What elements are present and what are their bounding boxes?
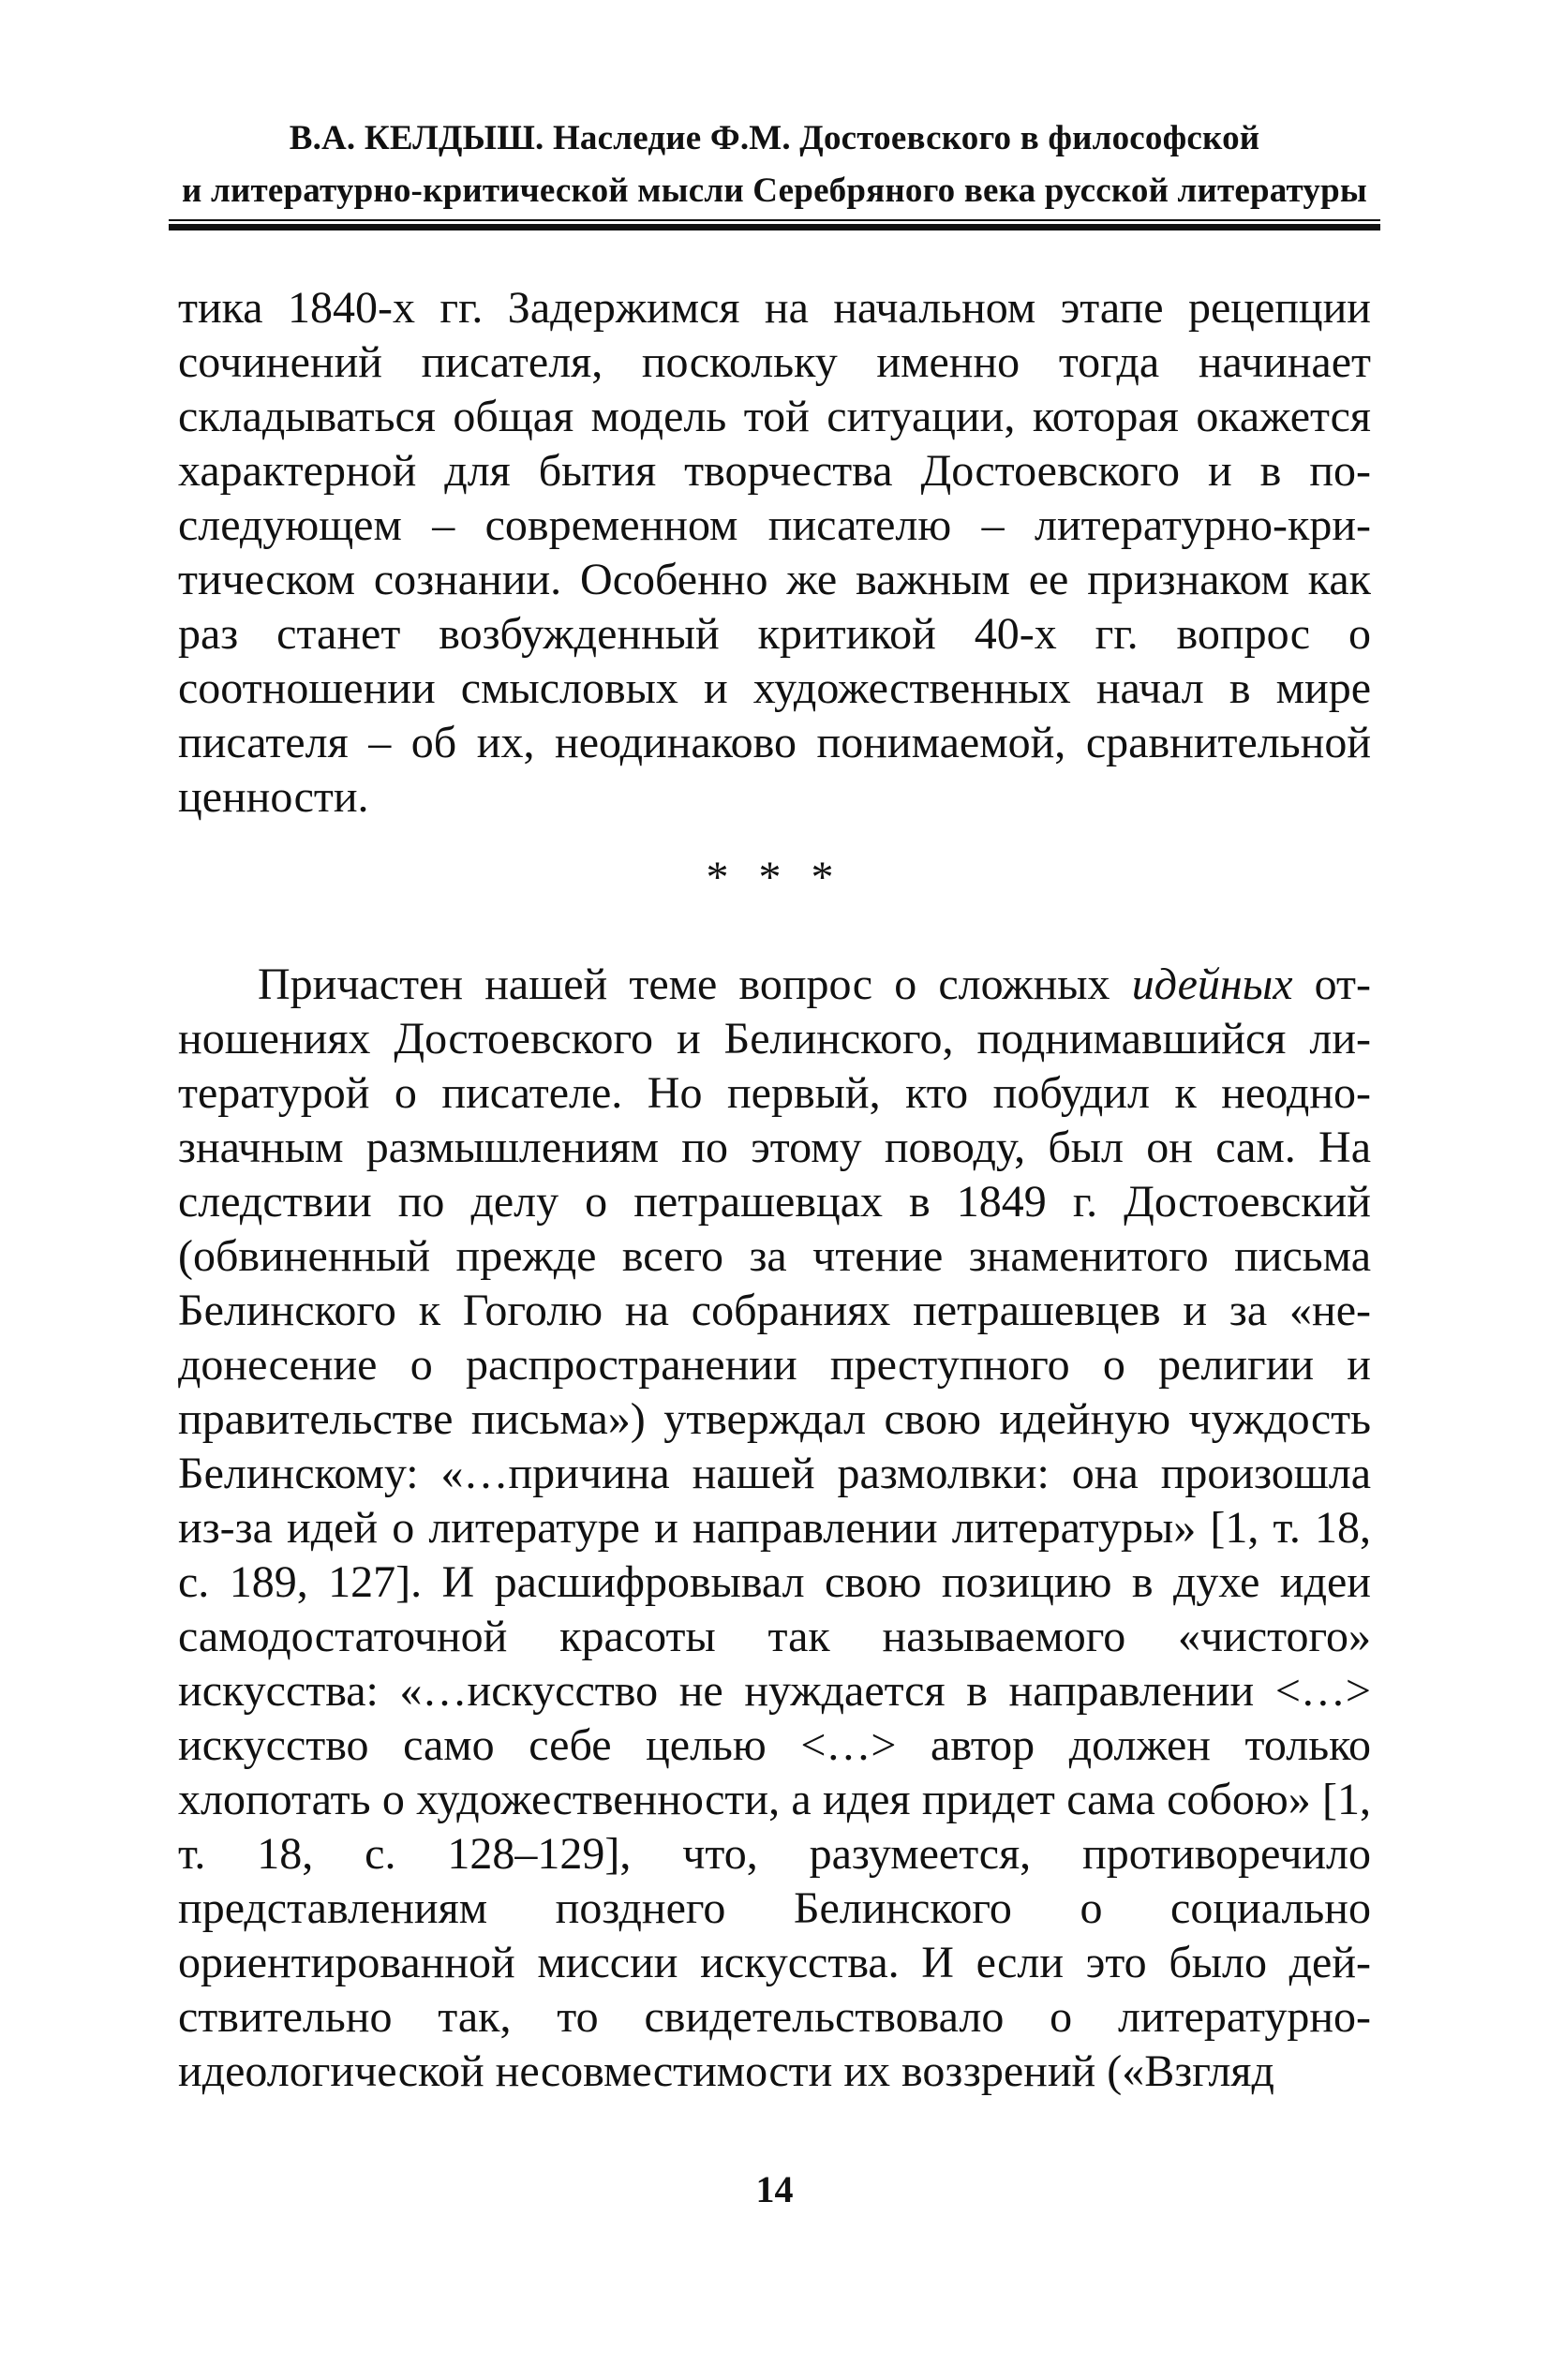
section-separator: * * * <box>706 853 843 902</box>
header-line-2: и литературно-критической мысли Серебряного века русской литературы <box>182 171 1367 210</box>
paragraph-1 <box>178 281 1371 825</box>
header-rule <box>169 219 1380 231</box>
header-line-1: В.А. КЕЛДЫШ. Наследие Ф.М. Достоевского в философской <box>289 119 1260 157</box>
paragraph-2-rest: отношениях Достоевского и Белинского, поднимавшийся литературой о писателе. Но первый, кто побудил к неоднозначным размышлениям по этому поводу, был он сам. На следствии по делу о петрашевцах в 1849 г. Достоевский (обвиненный прежде всего за чтение знаменитого письма Белинского к Гоголю на собраниях петрашевцев и за «недонесение о распространении преступного о религии и правительстве письма») утверждал свою идейную чуждость Белинскому: «…причина нашей размолвки: она произошла из-за идей о литературе и направлении литературы» [1, т. 18, с. 189, 127]. И расшифровывал свою позицию в духе идеи самодостаточной красоты так называемого «чистого» искусства: «…искусство не нуждается в направлении <…> искусство само себе целью <…> автор должен только хлопотать о художественности, а идея придет сама собою» [1, т. 18, с. 128–129], что, разумеется, противоречило представлениям позднего Белинского о социально ориентированной миссии искусства. И если это было действительно так, то свидетельствовало о литературно-идеологической несовместимости их воззрений («Взгляд <box>178 959 1371 2096</box>
paragraph-1-text: тика 1840-х гг. Задержимся на начальном этапе рецепции сочинений писателя, поскольку именно тогда начинает складываться общая модель той ситуации, которая окажется характерной для бытия творчества Достоевского и в последующем – современном писателю – литературно-критическом сознании. Особенно же важным ее признаком как раз станет возбужденный критикой 40-х гг. вопрос о соотношении смысловых и художественных начал в мире писателя – об их, неодинаково понимаемой, сравнительной ценности. <box>178 283 1371 822</box>
header-rule-thin <box>169 219 1380 221</box>
paragraph-2-start: Причастен нашей теме вопрос о сложных <box>258 959 1132 1009</box>
page-number: 14 <box>755 2168 794 2210</box>
paragraph-2 <box>178 958 1371 2099</box>
header-rule-thick <box>169 224 1380 231</box>
paragraph-2-text <box>178 958 1371 2099</box>
running-header <box>169 112 1380 217</box>
paragraph-2-emphasis: идейных <box>1131 959 1293 1009</box>
